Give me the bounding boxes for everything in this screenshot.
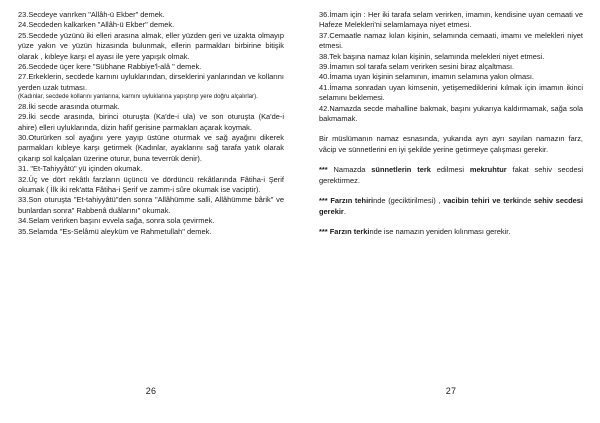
note-farz-tehir (319, 196, 583, 217)
left-page-text (18, 10, 284, 237)
list-item: 24.Secdeden kalkarken "Allâh-ü Ekber" demek. (18, 20, 175, 30)
page-number: 26 (145, 386, 157, 396)
note-text: fakat sehiv secdesi gerektirmez. (319, 165, 584, 185)
list-item: 34.Selam verirken başını evvela sağa, sonra sola çevirmek. (18, 216, 215, 226)
note-bold: vacibin tehiri ve terki (443, 196, 519, 206)
note-sunnet (319, 165, 583, 186)
right-item-list (319, 10, 583, 124)
note-bold: mekruhtur (469, 165, 507, 175)
list-item: 31. "Et-Tahiyyâtü" yü içinden okumak. (18, 164, 143, 174)
list-item: 36.İmam için : Her iki tarafa selam verirken, imamın, kendisine uyan cemaati ve Hafeze Melekleri'ni selamlamaya niyet etmesi. (319, 10, 583, 30)
list-item: 30.Oturürken sol ayağını yere yayıp üstüne oturmak ve sağ ayağını dikerek parmakları kıbleye karşı getirmek (Kadınlar, ayaklarını sağ tarafa yatık olarak çıkarıp sol kalçaları üzerine oturur, buna teverrük denir). (18, 132, 284, 163)
list-item: 27.Erkeklerin, secdede karnını uyluklarından, dirseklerini yanlarından ve kollarını yerden uzak tutması. (18, 72, 284, 92)
note-stars: *** (319, 226, 328, 236)
note-text: nde (518, 196, 534, 206)
list-item: 28.İki secde arasında oturmak. (18, 101, 120, 111)
note-bold: sünnetlerin terk (371, 165, 431, 175)
list-item: 39.İmamın sol tarafa selam verirken sesini biraz alçaltması. (319, 62, 515, 72)
list-item: 26.Secdede üçer kere "Sübhane Rabbiye'l-alâ " demek. (18, 62, 202, 72)
list-item: 40.İmama uyan kişinin selamının, imamın selamına yakın olması. (319, 72, 534, 82)
list-item: 33.Son oturuşta "Et-tahiyyâtü"den sonra "Allâhümme salli, Allâhümme bârik" ve bunlardan sonra" Rabbenâ duâlarını" okumak. (18, 195, 284, 215)
note-bold: sehiv secdesi gerekir (319, 196, 583, 216)
page-number: 27 (445, 386, 457, 396)
left-page (18, 10, 284, 415)
list-item: 38.Tek başına namaz kılan kişinin, selamında melekleri niyet etmesi. (319, 51, 545, 61)
note-stars: *** (319, 165, 328, 175)
list-item: 32.Üç ve dört rekâtlı farzların üçüncü ve dördüncü rekâtlarında Fâtiha-i Şerif okumak ( İlk iki rek'atta Fâtiha-i Şerif ve zamm-i sûre okumak ise vaciptir). (18, 174, 284, 194)
note-stars: *** (319, 196, 328, 206)
list-item: 23.Secdeye varırken "Allâh-ü Ekber" demek. (18, 10, 165, 19)
list-item: 25.Secdede yüzünü iki elleri arasına almak, eller yüzden geri ve uzakta olmayıp yüze yakın ve yüzün hizasında bulunmak, ellerin parmakları birbirine bitişik olarak , kıbleye karşı el ayası ile yere yapışık olmak. (18, 30, 284, 61)
note-text: nde (geciktirilmesi) , (373, 196, 444, 206)
list-item: 35.Selamda "Es-Selâmü aleyküm ve Rahmetullah" demek. (18, 226, 212, 236)
list-item: 37.Cemaatle namaz kılan kişinin, selamında cemaati, imamı ve melekleri niyet etmesi. (319, 30, 583, 51)
note-bold: Farzın tehiri (330, 196, 374, 206)
note-bold: Farzın terki (329, 226, 370, 236)
summary-paragraph: Bir müslümanın namaz esnasında, yukarıda ayrı ayrı sayılan namazın farz, vâcip ve sünnetlerini en iyi şekilde yerine getirmeye çalışması gerekir. (319, 134, 583, 154)
note-text: edilmesi (430, 165, 470, 175)
right-page-text (319, 10, 583, 237)
right-page (319, 10, 583, 415)
list-item: 29.İki secde arasında, birinci oturuşta (Ka'de-i ula) ve son oturuşta (Ka'de-i ahire) elleri uyluklarında, dizin hafif gerisine parmakları açarak koymak. (18, 112, 284, 132)
list-item: (Kadınlar, secdede kollarını yanlarına, karnını uyluklarına yapıştırıp yere doğru alçalırlar). (18, 93, 258, 101)
note-farz-terk (319, 227, 583, 237)
note-text: nde ise namazın yeniden kılınması gerekir. (369, 226, 511, 236)
list-item: 41.İmama sonradan uyan kimsenin, yetişemediklerini kılmak için imamın ikinci selamını beklemesi. (319, 82, 583, 103)
list-item: 42.Namazda secde mahalline bakmak, başını yukarıya kaldırmamak, sağa sola bakmamak. (319, 103, 583, 124)
note-text: . (343, 206, 346, 216)
note-text: Namazda (327, 165, 372, 175)
